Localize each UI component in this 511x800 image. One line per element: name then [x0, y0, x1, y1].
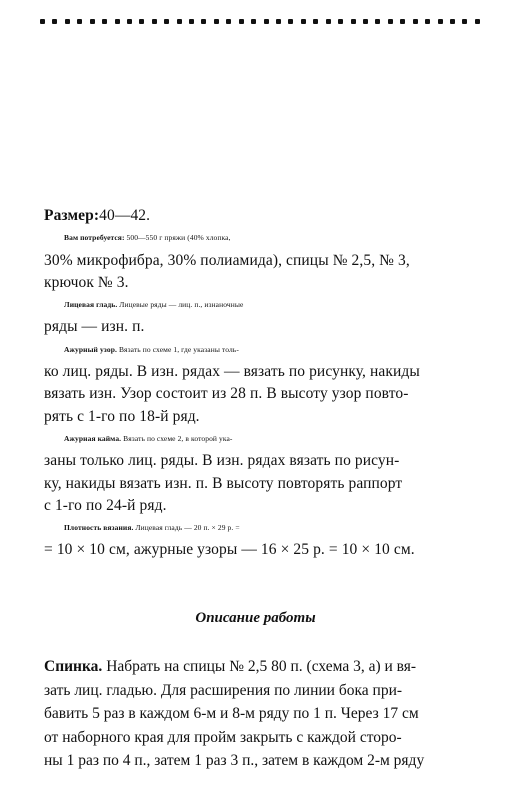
border-dot [52, 19, 57, 24]
border-dot [400, 19, 405, 24]
border-dot [77, 19, 82, 24]
border-dot [276, 19, 281, 24]
section-title: Описание работы [195, 610, 316, 626]
border-dot [65, 19, 70, 24]
border-line-4: с 1-го по 24-й ряд. [44, 496, 167, 514]
border-dot [152, 19, 157, 24]
border-line-3: ку, накиды вязать изн. п. В высоту повторять раппорт [44, 474, 403, 492]
border-dot [102, 19, 107, 24]
border-dot [90, 19, 95, 24]
border-dot [326, 19, 331, 24]
border-dot [226, 19, 231, 24]
lace-line-1: Ажурный узор. Вязать по схеме 1, где указаны толь- [64, 344, 239, 354]
border-dot [239, 19, 244, 24]
back-line-4: от наборного края для пройм закрыть с каждой сторо- [44, 728, 402, 746]
specs-block [44, 205, 470, 562]
back-description [44, 655, 472, 773]
lace-line-2: ко лиц. ряды. В изн. рядах — вязать по рисунку, накиды [44, 363, 420, 381]
border-line-1: Ажурная кайма. Вязать по схеме 2, в которой ука- [64, 433, 233, 443]
border-dot [288, 19, 293, 24]
border-line-2: заны только лиц. ряды. В изн. рядах вязать по рисун- [44, 452, 400, 470]
border-dot [462, 19, 467, 24]
border-dot [413, 19, 418, 24]
border-dot [438, 19, 443, 24]
materials-line-2: 30% микрофибра, 30% полиамида), спицы № 2,5, № 3, [44, 251, 410, 269]
border-dot [351, 19, 356, 24]
border-dot [338, 19, 343, 24]
border-dot [375, 19, 380, 24]
lace-line-3: вязать изн. Узор состоит из 28 п. В высоту узор повто- [44, 385, 409, 403]
border-dot [189, 19, 194, 24]
lace-line-4: рять с 1-го по 18-й ряд. [44, 407, 200, 425]
border-dot [425, 19, 430, 24]
border-dot [313, 19, 318, 24]
border-dot [164, 19, 169, 24]
back-line-5: ны 1 раз по 4 п., затем 1 раз 3 п., затем в каждом 2-м ряду [44, 752, 425, 769]
border-dot [450, 19, 455, 24]
border-dot [301, 19, 306, 24]
border-dot [177, 19, 182, 24]
border-dot [201, 19, 206, 24]
materials-line-1: Вам потребуется: 500—550 г пряжи (40% хлопка, [64, 233, 231, 243]
gauge-line-2: = 10 × 10 см, ажурные узоры — 16 × 25 р. = 10 × 10 см. [44, 541, 415, 559]
border-dot [363, 19, 368, 24]
border-dot [251, 19, 256, 24]
border-dot [127, 19, 132, 24]
border-dot [388, 19, 393, 24]
border-dot [40, 19, 45, 24]
border-dot [115, 19, 120, 24]
gauge-line-1: Плотность вязания. Лицевая гладь — 20 п. × 29 р. = [64, 523, 240, 533]
border-dot [475, 19, 480, 24]
materials-line-3: крючок № 3. [44, 273, 129, 291]
back-line-3: бавить 5 раз в каждом 6-м и 8-м ряду по 1 п. Через 17 см [44, 705, 419, 722]
border-dot [264, 19, 269, 24]
back-line-2: зать лиц. гладью. Для расширения по линии бока при- [44, 681, 403, 699]
back-line-1: Спинка. Набрать на спицы № 2,5 80 п. (схема 3, а) и вя- [44, 658, 417, 675]
stockinette-line-1: Лицевая гладь. Лицевые ряды — лиц. п., изнаночные [64, 300, 244, 310]
size-line: Размер:40—42. [44, 207, 151, 224]
stockinette-line-2: ряды — изн. п. [44, 318, 145, 336]
border-dot [214, 19, 219, 24]
border-dot [139, 19, 144, 24]
decorative-dot-border [40, 16, 480, 26]
